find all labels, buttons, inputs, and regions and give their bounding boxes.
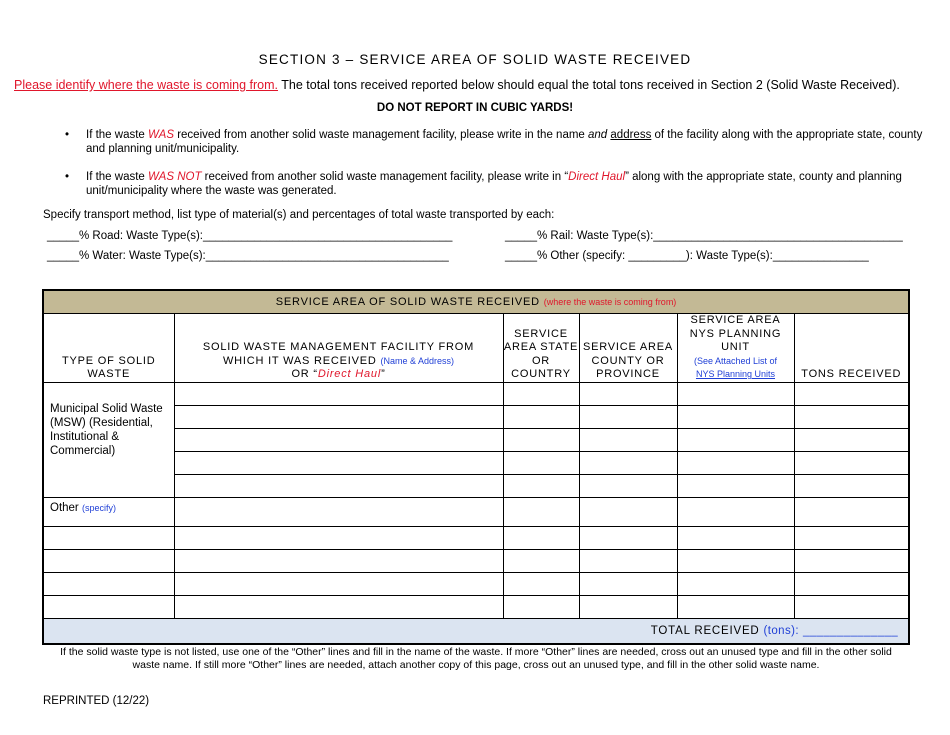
col-state: SERVICE AREA STATE OR COUNTRY (503, 314, 579, 383)
other-type-cell[interactable]: Other (specify) (43, 497, 174, 526)
bullet-dot: • (65, 129, 70, 141)
intro-text: The total tons received reported below should equal the total tons received in Section 2 (Solid Waste Received). (278, 78, 900, 92)
rail-line[interactable]: _____% Rail: Waste Type(s):_______________________________________ (505, 230, 903, 242)
bullet-dot: • (65, 171, 70, 183)
total-units: (tons): (763, 624, 799, 637)
intro-line (14, 78, 900, 92)
reprint-date: REPRINTED (12/22) (43, 695, 150, 707)
intro-highlight: Please identify where the waste is coming from. (14, 78, 279, 92)
col-type: TYPE OF SOLID WASTE (43, 314, 174, 383)
service-area-table (42, 289, 910, 645)
band-subtitle: (where the waste is coming from) (543, 297, 677, 307)
cubic-yards-warning: DO NOT REPORT IN CUBIC YARDS! (376, 102, 574, 114)
table-row (43, 572, 909, 595)
total-label: TOTAL RECEIVED (650, 624, 760, 637)
other-transport-line[interactable]: _____% Other (specify: _________): Waste Type(s):_______________ (505, 250, 869, 262)
water-line[interactable]: _____% Water: Waste Type(s):______________________________________ (47, 250, 449, 262)
table-band (43, 290, 909, 314)
table-row (43, 526, 909, 549)
col-nys-planning-unit: SERVICE AREA NYS PLANNING UNIT (See Attached List of NYS Planning Units (677, 314, 794, 383)
col-county: SERVICE AREA COUNTY OR PROVINCE (579, 314, 677, 383)
road-line[interactable]: _____% Road: Waste Type(s):_______________________________________ (47, 230, 453, 242)
col-tons: TONS RECEIVED (794, 314, 909, 383)
page-title: SECTION 3 – SERVICE AREA OF SOLID WASTE RECEIVED (258, 52, 692, 67)
table-row (43, 595, 909, 618)
col-facility: SOLID WASTE MANAGEMENT FACILITY FROM WHICH IT WAS RECEIVED (Name & Address) OR “Direct Haul” (174, 314, 503, 383)
table-row (43, 382, 909, 405)
total-row (43, 618, 909, 644)
band-title: SERVICE AREA OF SOLID WASTE RECEIVED (275, 296, 540, 308)
msw-type-cell: Municipal Solid Waste (MSW) (Residential, Institutional & Commercial) (43, 382, 174, 497)
table-row (43, 497, 909, 526)
total-input[interactable]: ______________ (802, 624, 899, 637)
transport-instructions: Specify transport method, list type of material(s) and percentages of total waste transported by each: (43, 209, 555, 221)
footnote: If the solid waste type is not listed, use one of the “Other” lines and fill in the name of the waste. If more “Other” lines are needed, cross out an unused type and fill in the other solid waste name. If still more “Other” lines are needed, attach another copy of this page, cross out an unused type, and fill in the other solid waste name. (60, 646, 892, 671)
table-header (43, 314, 909, 383)
table-row (43, 549, 909, 572)
